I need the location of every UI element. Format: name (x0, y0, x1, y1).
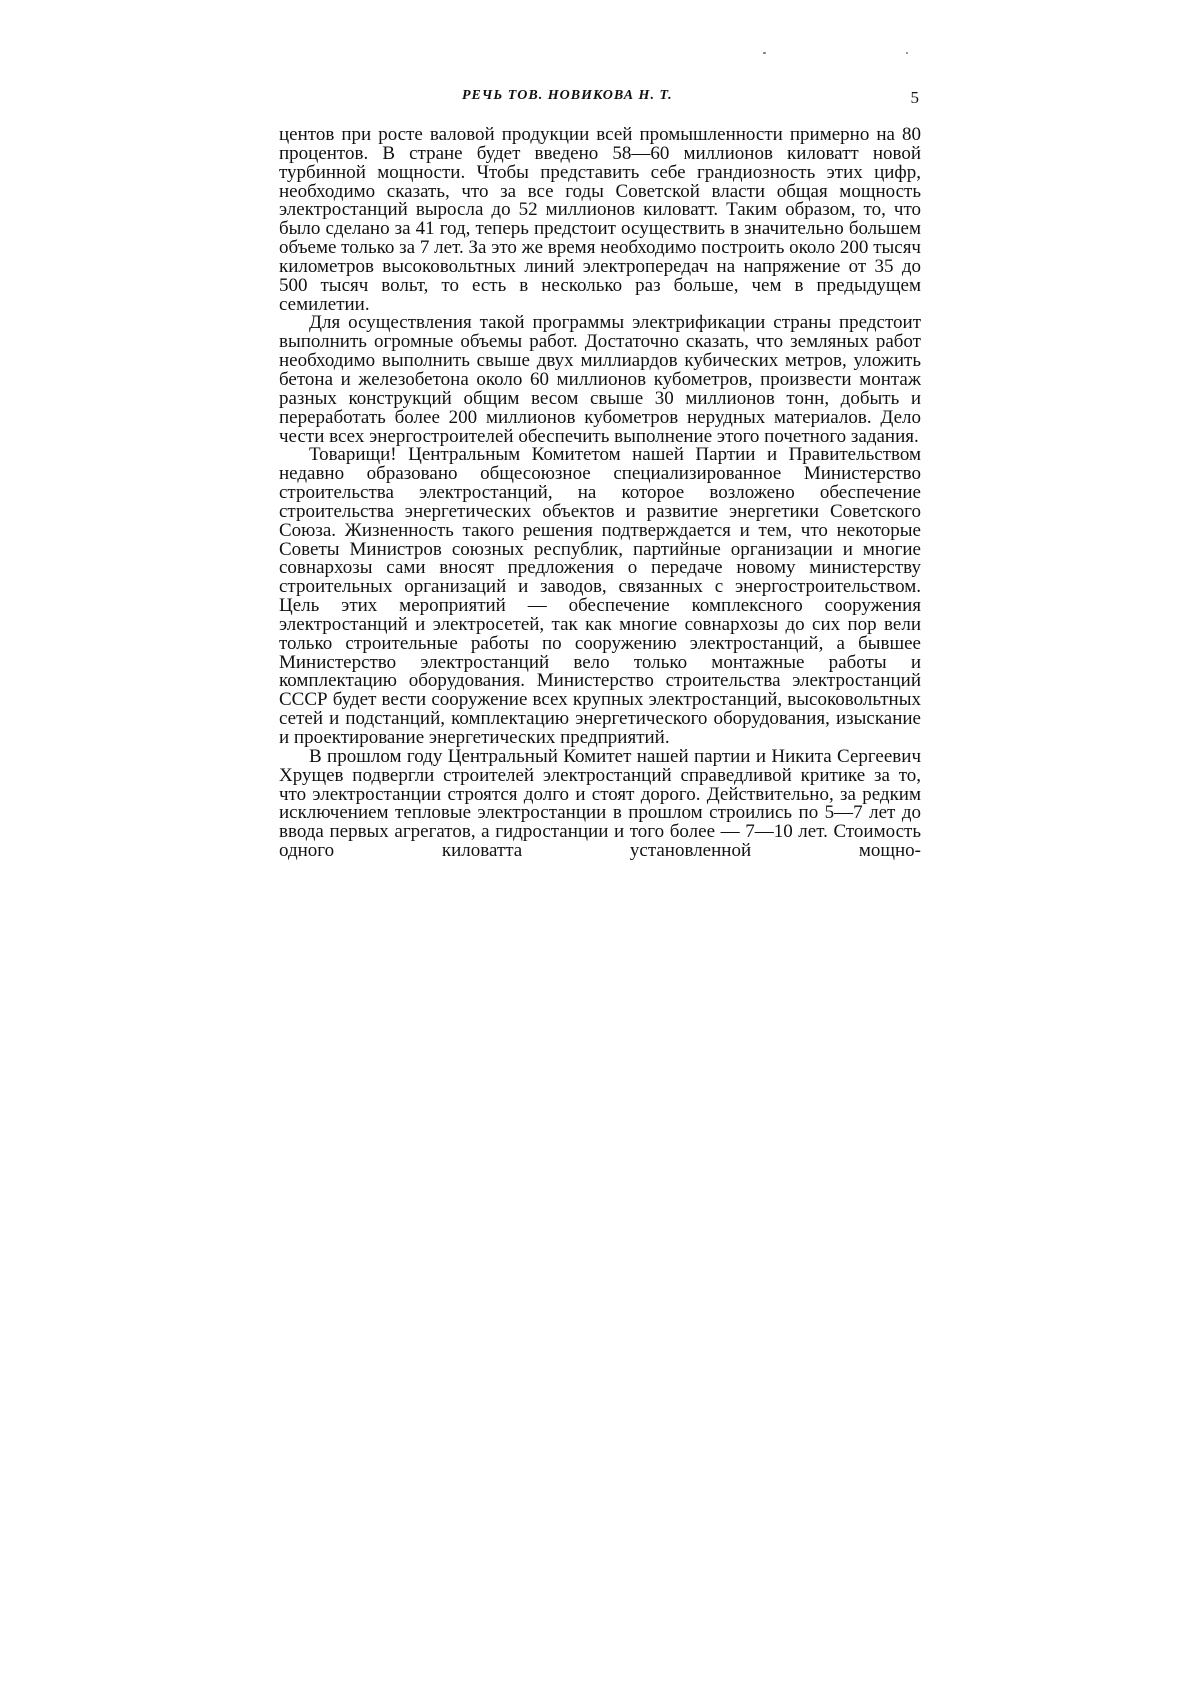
paragraph: Товарищи! Центральным Комитетом нашей Партии и Правительством недавно образовано общесоюзное специализированное Министерство строительства электростанций, на которое возложено обеспечение строительства энергетических объектов и развитие энергетики Советского Союза. Жизненность такого решения подтверждается и тем, что некоторые Советы Министров союзных республик, партийные организации и многие совнархозы сами вносят предложения о передаче новому министерству строительных организаций и заводов, связанных с энергостроительством. Цель этих мероприятий — обеспечение комплексного сооружения электростанций и электросетей, так как многие совнархозы до сих пор вели только строительные работы по сооружению электростанций, а бывшее Министерство электростанций вело только монтажные работы и комплектацию оборудования. Министерство строительства электростанций СССР будет вести сооружение всех крупных электростанций, высоковольтных сетей и подстанций, комплектацию энергетического оборудования, изыскание и проектирование энергетических предприятий. (279, 444, 921, 748)
book-page (279, 88, 921, 861)
scan-speck (763, 52, 766, 54)
paragraph: Для осуществления такой программы электрификации страны предстоит выполнить огромные объемы работ. Достаточно сказать, что земляных работ необходимо выполнить свыше двух миллиардов кубических метров, уложить бетона и железобетона около 60 миллионов кубометров, произвести монтаж разных конструкций общим весом свыше 30 миллионов тонн, добыть и переработать более 200 миллионов кубометров нерудных материалов. Дело чести всех энергостроителей обеспечить выполнение этого почетного задания. (279, 312, 921, 447)
paragraph: В прошлом году Центральный Комитет нашей партии и Никита Сергеевич Хрущев подвергли строителей электростанций справедливой критике за то, что электростанции строятся долго и стоят дорого. Действительно, за редким исключением тепловые электростанции в прошлом строились по 5—7 лет до ввода первых агрегатов, а гидростанции и того более — 7—10 лет. Стоимость одного киловатта установленной мощно- (279, 745, 921, 862)
paragraph: центов при росте валовой продукции всей промышленности примерно на 80 процентов. В стране будет введено 58—60 миллионов киловатт новой турбинной мощности. Чтобы представить себе грандиозность этих цифр, необходимо сказать, что за все годы Советской власти общая мощность электростанций выросла до 52 миллионов киловатт. Таким образом, то, что было сделано за 41 год, теперь предстоит осуществить в значительно большем объеме только за 7 лет. За это же время необходимо построить около 200 тысяч километров высоковольтных линий электропередач на напряжение от 35 до 500 тысяч вольт, то есть в несколько раз больше, чем в предыдущем семилетии. (279, 124, 921, 315)
scan-speck (906, 52, 908, 54)
page-number: 5 (910, 88, 919, 107)
body-text (279, 126, 921, 861)
running-title: РЕЧЬ ТОВ. НОВИКОВА Н. Т. (462, 88, 673, 103)
running-head (279, 88, 921, 112)
